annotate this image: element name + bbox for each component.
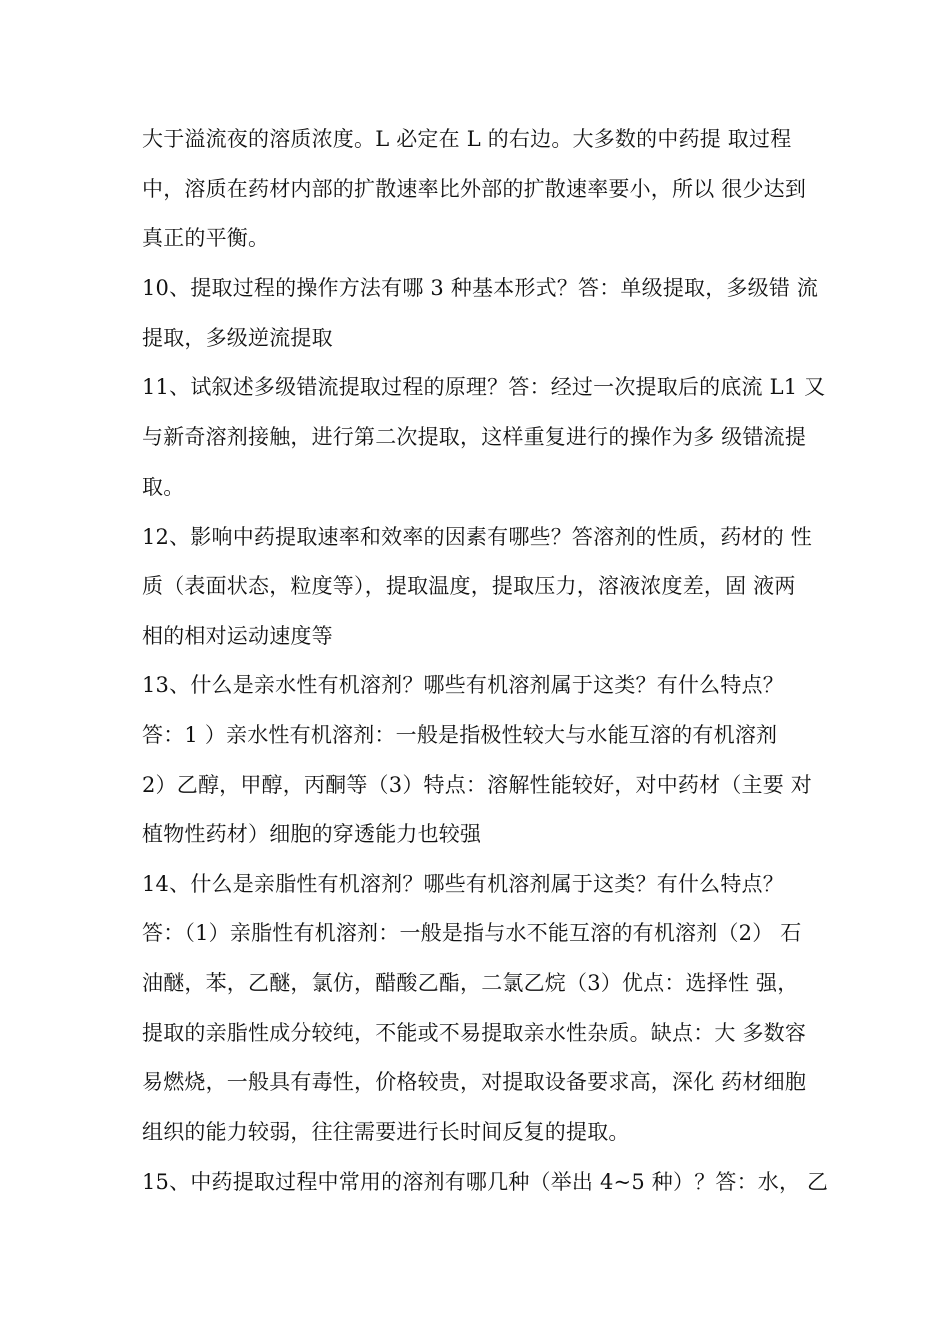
text-line: 相的相对运动速度等: [142, 624, 333, 648]
text-line: 与新奇溶剂接触，进行第二次提取，这样重复进行的操作为多 级错流提: [142, 425, 807, 449]
text-line: 2）乙醇，甲醇，丙酮等（3）特点：溶解性能较好，对中药材（主要 对: [142, 773, 812, 797]
text-line: 答：1 ）亲水性有机溶剂：一般是指极性较大与水能互溶的有机溶剂: [142, 723, 778, 747]
text-line: 提取，多级逆流提取: [142, 326, 333, 350]
text-line: 质（表面状态，粒度等），提取温度，提取压力，溶液浓度差，固 液两: [142, 574, 796, 598]
text-line: 组织的能力较弱，往往需要进行长时间反复的提取。: [142, 1120, 630, 1144]
text-line: 真正的平衡。: [142, 226, 270, 250]
text-line: 中，溶质在药材内部的扩散速率比外部的扩散速率要小，所以 很少达到: [142, 177, 807, 201]
text-line: 答：（1）亲脂性有机溶剂：一般是指与水不能互溶的有机溶剂（2） 石: [142, 921, 802, 945]
text-line: 10、提取过程的操作方法有哪 3 种基本形式？答：单级提取，多级错 流: [142, 276, 819, 300]
text-line: 油醚，苯，乙醚，氯仿，醋酸乙酯，二氯乙烷（3）优点：选择性 强，: [142, 971, 799, 995]
text-line: 11、试叙述多级错流提取过程的原理？答：经过一次提取后的底流 L1 又: [142, 375, 826, 399]
text-line: 易燃烧，一般具有毒性，价格较贵，对提取设备要求高，深化 药材细胞: [142, 1070, 807, 1094]
text-line: 大于溢流夜的溶质浓度。L 必定在 L 的右边。大多数的中药提 取过程: [142, 127, 792, 151]
text-line: 12、影响中药提取速率和效率的因素有哪些？答溶剂的性质，药材的 性: [142, 525, 812, 549]
text-line: 14、什么是亲脂性有机溶剂？哪些有机溶剂属于这类？有什么特点？: [142, 872, 784, 896]
text-line: 取。: [142, 475, 185, 499]
text-line: 15、中药提取过程中常用的溶剂有哪几种（举出 4~5 种）？答：水， 乙: [142, 1170, 829, 1194]
text-line: 13、什么是亲水性有机溶剂？哪些有机溶剂属于这类？有什么特点？: [142, 673, 784, 697]
text-line: 植物性药材）细胞的穿透能力也较强: [142, 822, 482, 846]
text-line: 提取的亲脂性成分较纯，不能或不易提取亲水性杂质。缺点：大 多数容: [142, 1021, 807, 1045]
